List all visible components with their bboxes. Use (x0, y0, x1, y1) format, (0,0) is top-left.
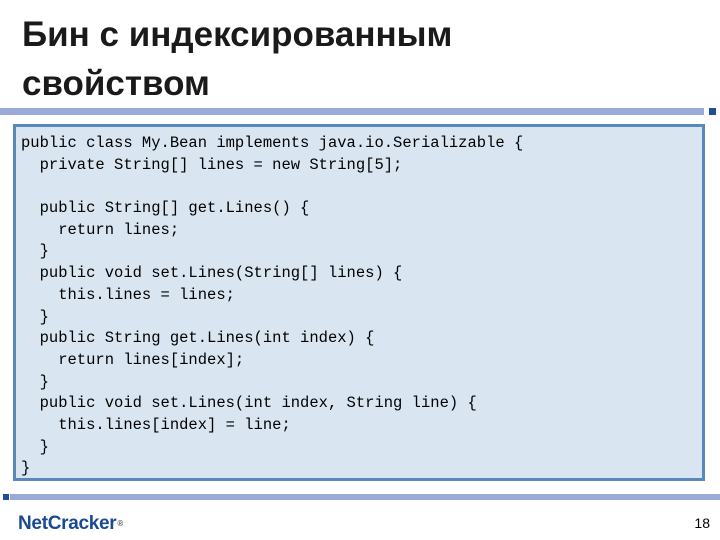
title-underline-bar (0, 108, 704, 115)
decorative-square-left (3, 494, 9, 500)
code-line: public String get.Lines(int index) { (21, 329, 375, 348)
code-line: public void set.Lines(int index, String line) { (21, 394, 477, 413)
code-line: } (21, 459, 31, 478)
code-line: this.lines = lines; (21, 285, 235, 304)
footer-bar (10, 494, 720, 500)
code-listing (16, 127, 702, 480)
slide-title-line-2: свойством (22, 64, 210, 103)
logo-text: NetCracker (18, 513, 117, 534)
code-block (13, 124, 705, 481)
code-line: } (21, 307, 49, 326)
code-line (21, 176, 702, 198)
code-line: public void set.Lines(String[] lines) { (21, 264, 403, 283)
code-line: this.lines[index] = line; (21, 415, 291, 434)
code-line: return lines; (21, 220, 180, 239)
code-line: } (21, 372, 49, 391)
code-line: public String[] get.Lines() { (21, 199, 310, 218)
code-line: } (21, 437, 49, 456)
slide-title (22, 10, 682, 108)
code-line: } (21, 242, 49, 261)
code-line: public class My.Bean implements java.io.Serializable { (21, 134, 524, 152)
code-line: private String[] lines = new String[5]; (21, 155, 403, 174)
netcracker-logo (18, 513, 123, 535)
trademark-symbol: ® (117, 519, 124, 528)
decorative-square-right (709, 108, 716, 115)
code-line: return lines[index]; (21, 350, 245, 369)
slide-title-line-1: Бин с индексированным (22, 15, 453, 54)
page-number: 18 (694, 515, 710, 531)
